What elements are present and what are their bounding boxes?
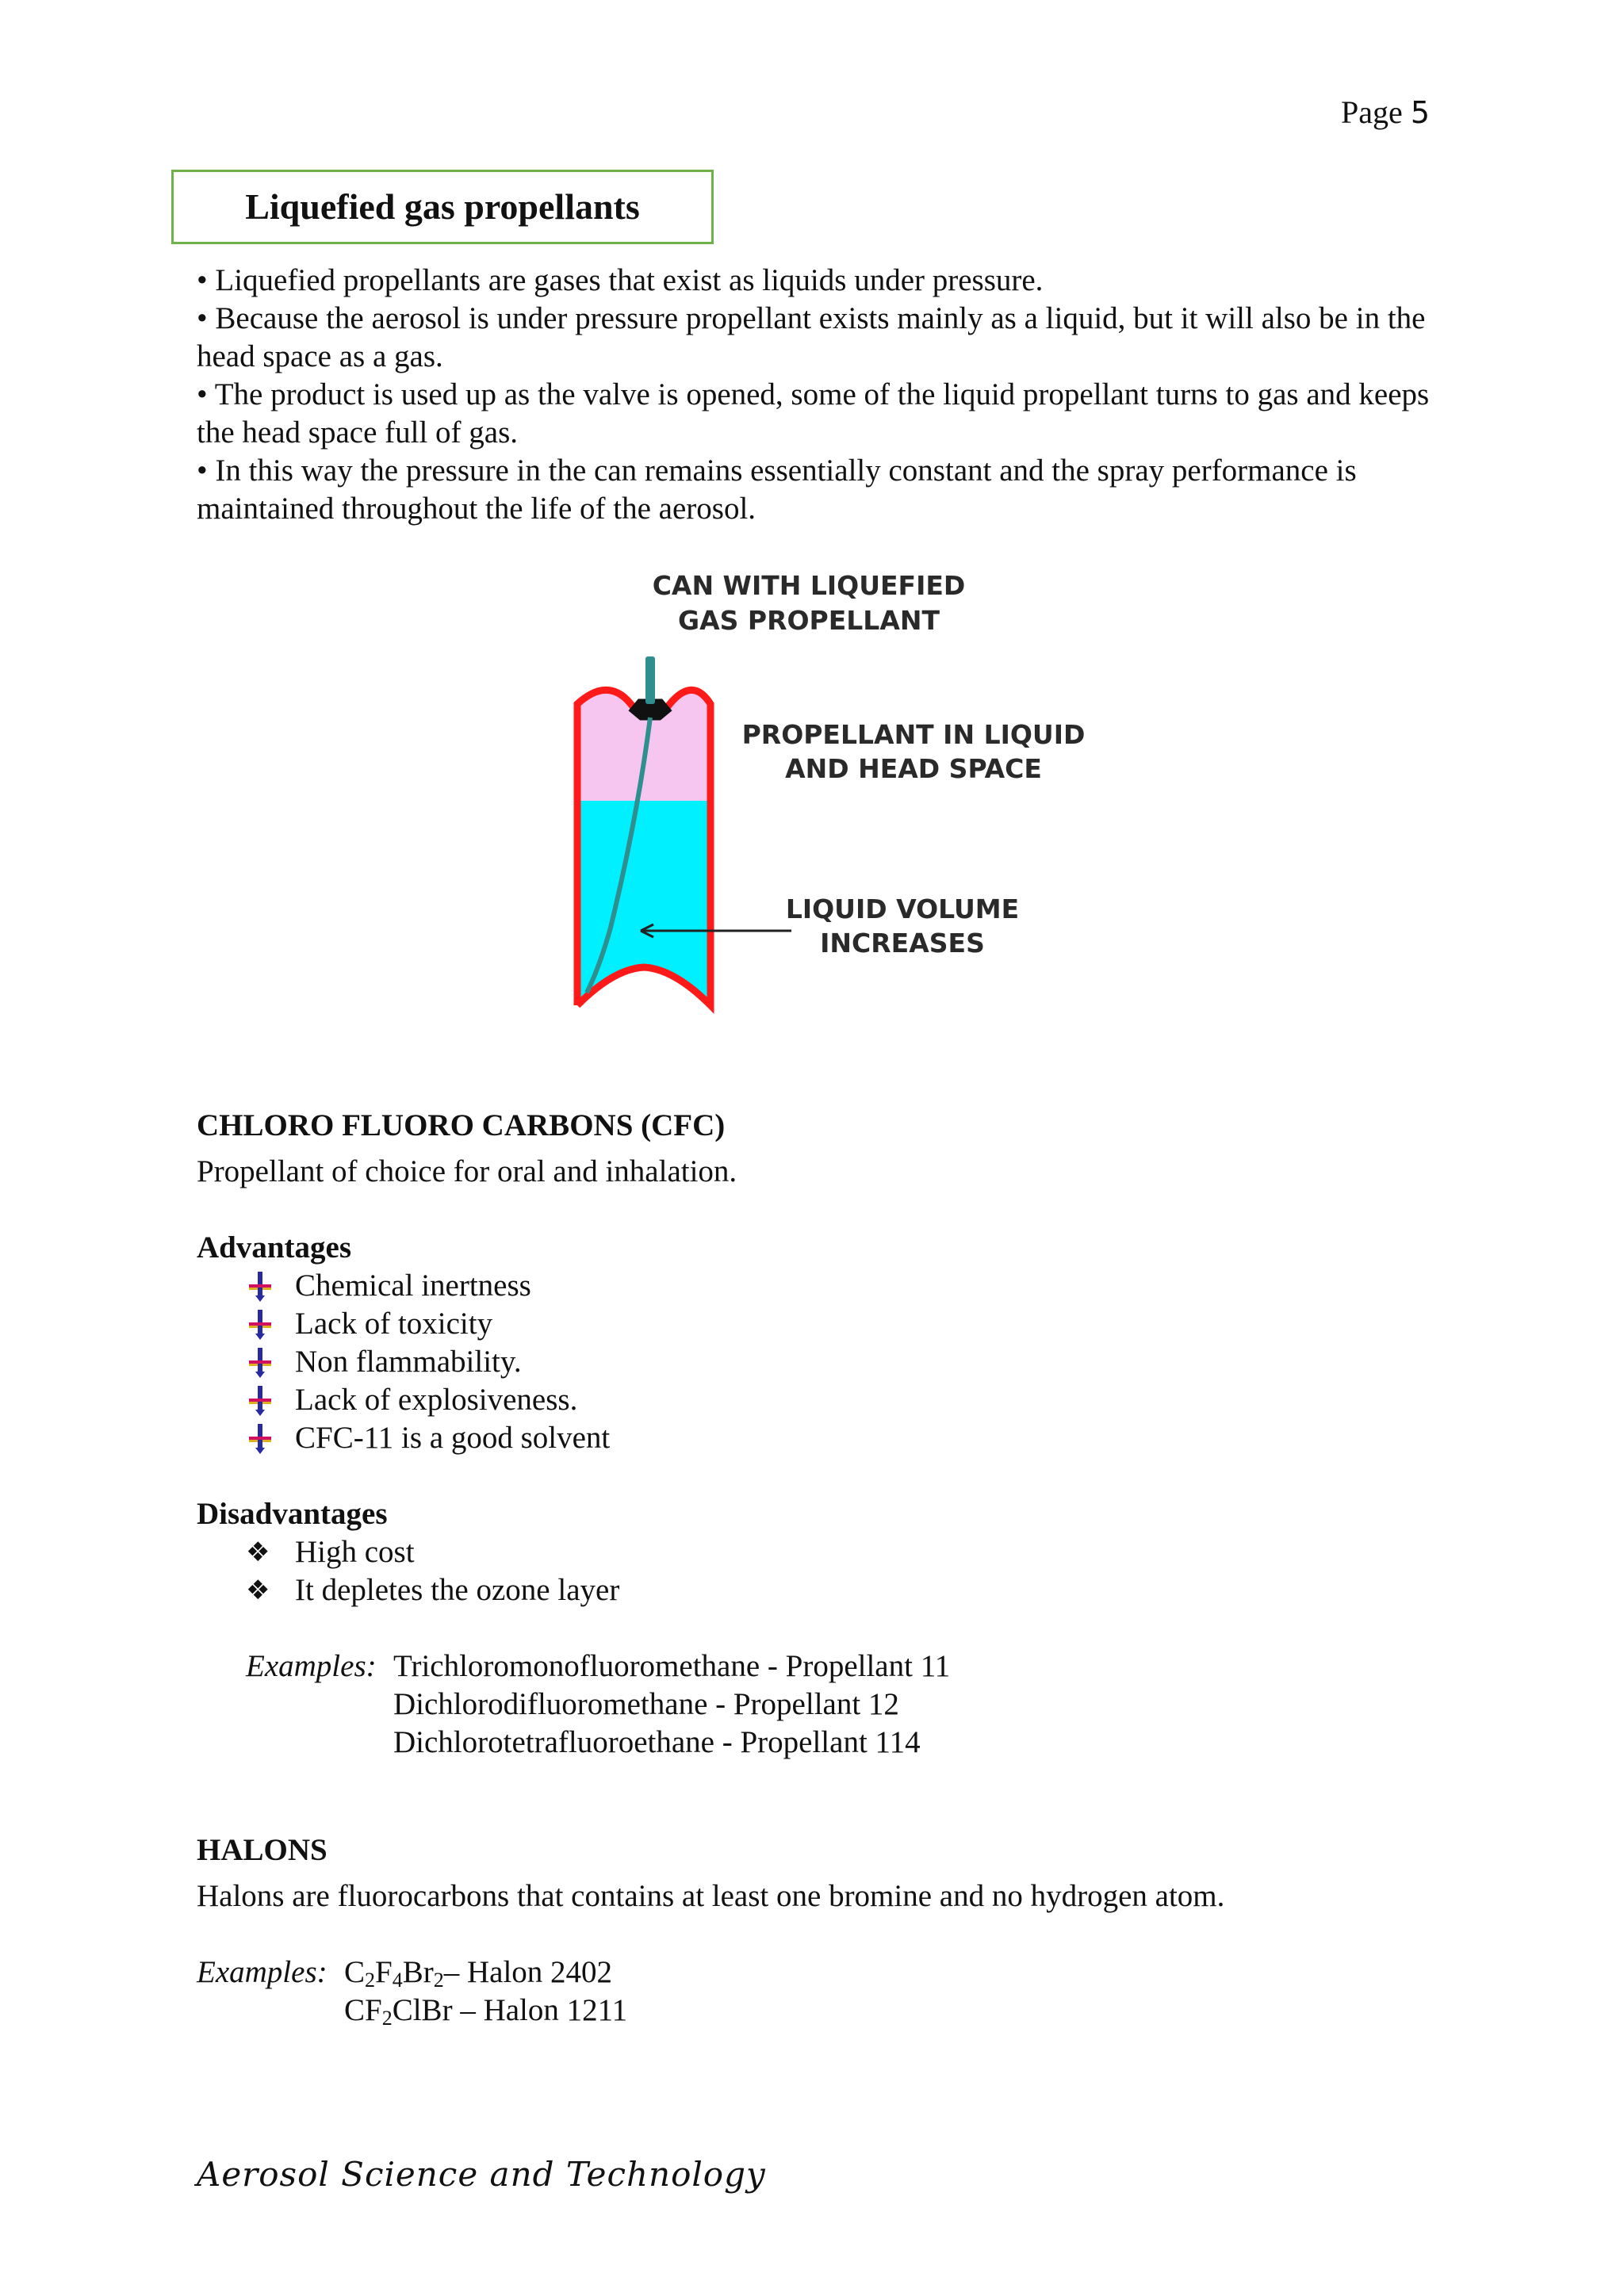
page-label: Page (1341, 94, 1403, 130)
list-item: ❖ It depletes the ozone layer (197, 1571, 1434, 1609)
arrow-bullet-icon (244, 1305, 276, 1343)
arrow-bullet-icon (244, 1343, 276, 1381)
intro-line-4: • In this way the pressure in the can remains essentially constant and the spray performance is maintained throughout the life of the aerosol. (197, 453, 1357, 526)
list-item: Lack of toxicity (197, 1305, 1434, 1343)
halons-description: Halons are fluorocarbons that contains at least one bromine and no hydrogen atom. (197, 1879, 1225, 1913)
list-item: ❖ High cost (197, 1533, 1434, 1571)
intro-text (197, 262, 1434, 528)
diagram-title-line-2: GAS PROPELLANT (678, 605, 940, 636)
diagram-title-line-1: CAN WITH LIQUEFIED (652, 570, 966, 601)
example-line: Dichlorotetrafluoroethane - Propellant 114 (393, 1725, 921, 1759)
disadvantages-list (197, 1533, 1434, 1609)
diamond-bullet-icon: ❖ (246, 1575, 270, 1606)
arrow-bullet-icon (244, 1419, 276, 1457)
intro-line-3: • The product is used up as the valve is opened, some of the liquid propellant turns to gas and keeps the head space full of gas. (197, 377, 1430, 450)
diagram-label-1-line-2: AND HEAD SPACE (785, 753, 1042, 784)
halons-examples (197, 1954, 1434, 2030)
cfc-examples (197, 1647, 1434, 1762)
can-diagram (555, 555, 1110, 1062)
list-item: CFC-11 is a good solvent (197, 1419, 1434, 1457)
cfc-description: Propellant of choice for oral and inhalation. (197, 1154, 737, 1188)
list-item: Chemical inertness (197, 1267, 1434, 1305)
page-number-value: 5 (1410, 95, 1430, 130)
arrow-bullet-icon (244, 1381, 276, 1419)
list-item: Lack of explosiveness. (197, 1381, 1434, 1419)
intro-line-1: • Liquefied propellants are gases that exist as liquids under pressure. (197, 263, 1044, 297)
disadvantages-heading: Disadvantages (197, 1497, 388, 1531)
halon-example-1: $C_2F_4Br_2-$ Halon 2402 (344, 1955, 613, 1992)
list-item: Non flammability. (197, 1343, 1434, 1381)
diagram-label-2-line-1: LIQUID VOLUME (785, 894, 1020, 924)
cfc-section (197, 1107, 1434, 1762)
diamond-bullet-icon: ❖ (246, 1536, 270, 1568)
section-title-box: Liquefied gas propellants (171, 170, 714, 244)
halons-heading: HALONS (197, 1833, 327, 1867)
arrow-bullet-icon (244, 1267, 276, 1305)
examples-label: Examples: (246, 1649, 377, 1683)
advantages-list (197, 1267, 1434, 1457)
halons-section (197, 1831, 1434, 2030)
example-line: Dichlorodifluoromethane - Propellant 12 (393, 1687, 899, 1721)
advantages-heading: Advantages (197, 1230, 352, 1265)
valve-stem (645, 656, 655, 704)
halon-example-2: $CF_2ClBr$ – Halon 1211 (344, 1993, 628, 2030)
page-number (1341, 94, 1430, 131)
diagram-label-1-line-1: PROPELLANT IN LIQUID (741, 719, 1086, 750)
example-line: Trichloromonofluoromethane - Propellant 11 (393, 1649, 951, 1683)
intro-line-2: • Because the aerosol is under pressure propellant exists mainly as a liquid, but it will also be in the head space as a gas. (197, 301, 1426, 373)
examples-label: Examples: (197, 1955, 327, 1989)
diagram-label-2-line-2: INCREASES (820, 928, 985, 959)
footer-title: Aerosol Science and Technology (197, 2155, 766, 2194)
cfc-heading: CHLORO FLUORO CARBONS (CFC) (197, 1108, 726, 1142)
